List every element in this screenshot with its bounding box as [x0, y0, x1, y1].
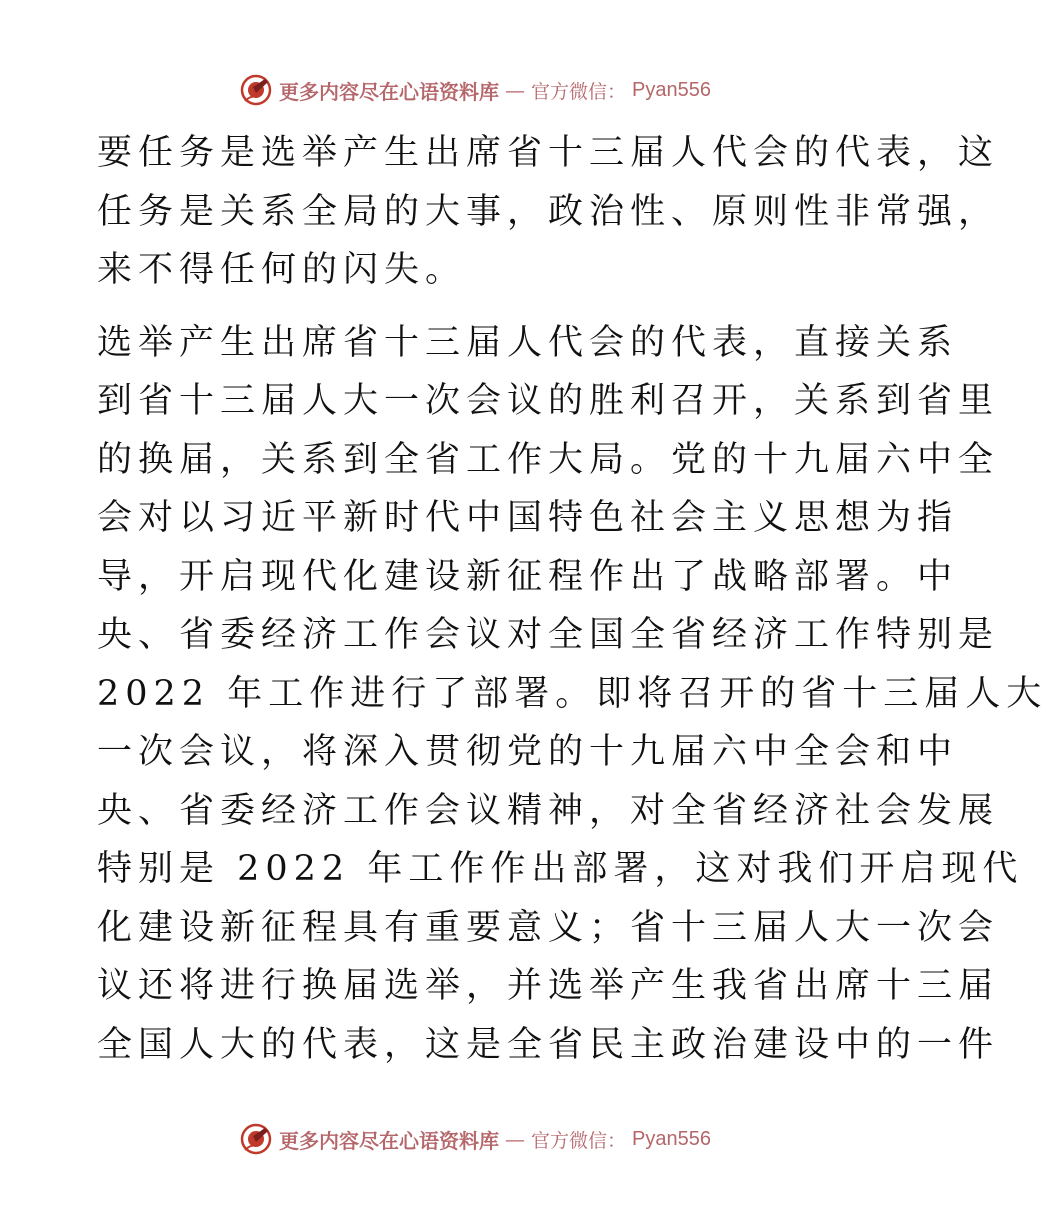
text-line: 要任务是选举产生出席省十三届人代会的代表，这 — [97, 133, 1000, 173]
header-separator: — — [505, 78, 525, 102]
header-wechat-label: 官方微信： — [531, 80, 627, 103]
text-line: 央、省委经济工作会议精神，对全省经济社会发展 — [97, 790, 1000, 831]
text-line: 任务是关系全局的大事，政治性、原则性非常强， — [97, 191, 1000, 232]
footer-wechat-label: 官方微信： — [531, 1129, 627, 1152]
text-line: 化建设新征程具有重要意义；省十三届人大一次会 — [97, 907, 1000, 948]
document-body — [97, 124, 1047, 1074]
text-line: 导，开启现代化建设新征程作出了战略部署。中 — [97, 556, 959, 597]
text-line: 来不得任何的闪失。 — [97, 250, 467, 290]
footer-banner — [0, 1119, 950, 1159]
paragraph-spacer — [97, 300, 877, 314]
text-line: 的换届，关系到全省工作大局。党的十九届六中全 — [97, 439, 1000, 480]
brand-logo-icon — [239, 1122, 273, 1156]
footer-brand-text: 更多内容尽在心语资料库 — [279, 1128, 499, 1153]
text-line: 会对以习近平新时代中国特色社会主义思想为指 — [97, 498, 959, 538]
footer-wechat-id: Pyan556 — [632, 1127, 711, 1150]
text-line: 全国人大的代表，这是全省民主政治建设中的一件 — [97, 1024, 1000, 1065]
text-line: 选举产生出席省十三届人代会的代表，直接关系 — [97, 322, 959, 363]
text-line: 央、省委经济工作会议对全国全省经济工作特别是 — [97, 615, 1000, 655]
text-line: 一次会议，将深入贯彻党的十九届六中全会和中 — [97, 732, 959, 772]
footer-separator: — — [505, 1127, 525, 1151]
brand-logo-icon — [239, 73, 273, 107]
paragraph-2 — [97, 314, 1047, 1075]
text-line: 特别是 2022 年工作作出部署，这对我们开启现代 — [97, 849, 1024, 889]
text-line: 2022 年工作进行了部署。即将召开的省十三届人大 — [97, 673, 1047, 714]
paragraph-1 — [97, 124, 1000, 300]
header-brand-text: 更多内容尽在心语资料库 — [279, 79, 499, 104]
header-wechat-id: Pyan556 — [632, 78, 711, 101]
text-line: 议还将进行换届选举，并选举产生我省出席十三届 — [97, 966, 1000, 1006]
header-banner — [0, 70, 950, 110]
text-line: 到省十三届人大一次会议的胜利召开，关系到省里 — [97, 381, 1000, 421]
